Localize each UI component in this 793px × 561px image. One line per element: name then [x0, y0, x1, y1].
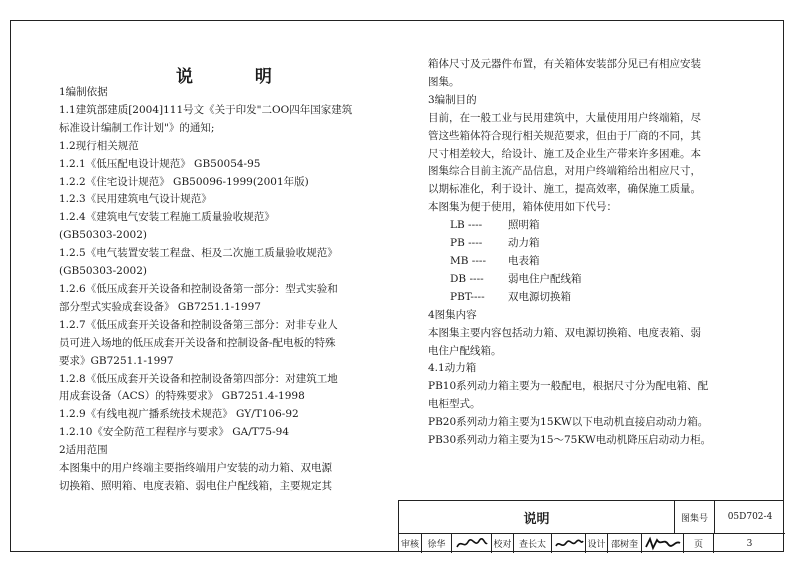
- signature-mark: [455, 537, 489, 551]
- signature-mark: [644, 536, 682, 551]
- box-type-name: 电表箱: [508, 254, 540, 267]
- box-type-name: 动力箱: [508, 237, 540, 250]
- text-line: 1.2.10《安全防范工程程序与要求》 GA/T75-94: [59, 426, 290, 439]
- text-line: 1.2现行相关规范: [59, 139, 139, 152]
- text-line: 1.2.4《建筑电气安装工程施工质量验收规范》: [59, 211, 275, 224]
- checker-signature: [551, 534, 585, 553]
- check-label: 校对: [491, 534, 513, 553]
- text-line: 标准设计编制工作计划"》的通知;: [59, 121, 215, 134]
- box-code-item: [428, 235, 778, 253]
- box-code-item: [428, 253, 778, 271]
- page-title: 说 明: [176, 67, 300, 87]
- text-line: 管这些箱体符合现行相关规范要求，但由于厂商的不同，其: [428, 129, 701, 142]
- page-label: 页: [683, 534, 713, 553]
- text-line: 电住户配线箱。: [428, 344, 502, 357]
- text-line: 箱体尺寸及元器件布置，有关箱体安装部分见已有相应安装: [428, 58, 701, 70]
- text-line: 1.1建筑部建质[2004]111号文《关于印发"二OO四年国家建筑: [59, 103, 353, 116]
- text-line: 员可进入场地的低压成套开关设备和控制设备-配电板的特殊: [59, 336, 336, 349]
- text-line: 本图集中的用户终端主要指终端用户安装的动力箱、双电源: [59, 462, 332, 475]
- text-line: 2适用范围: [59, 444, 108, 457]
- box-code: DB ----: [450, 272, 484, 285]
- text-line: PB10系列动力箱主要为一般配电，根据尺寸分为配电箱、配: [428, 380, 709, 393]
- text-line: 目前，在一般工业与民用建筑中，大量使用用户终端箱，尽: [428, 111, 701, 124]
- text-line: 1.2.8《低压成套开关设备和控制设备第四部分：对建筑工地: [59, 372, 338, 385]
- atlas-number-label: 图集号: [674, 501, 714, 533]
- text-line: PB30系列动力箱主要为15～75KW电动机降压启动动力柜。: [428, 434, 712, 447]
- text-line: 切换箱、照明箱、电度表箱、弱电住户配线箱，主要规定其: [59, 479, 332, 492]
- right-column-bottom-text: [428, 307, 778, 450]
- text-line: 部分型式实验成套设备》 GB7251.1-1997: [59, 300, 261, 313]
- review-label: 审核: [400, 540, 419, 550]
- reviewer-signature: [451, 534, 491, 553]
- text-line: 1.2.3《民用建筑电气设计规范》: [59, 193, 212, 206]
- text-line: 图集。: [428, 75, 460, 88]
- text-line: PB20系列动力箱主要为15KW以下电动机直接启动动力箱。: [428, 416, 709, 429]
- text-line: 图集综合目前主流产品信息，对用户终端箱给出相应尺寸，: [428, 165, 701, 178]
- page-number: 3: [713, 534, 785, 553]
- box-type-name: 双电源切换箱: [508, 290, 571, 303]
- text-line: 以期标准化，利于设计、施工，提高效率，确保施工质量。: [428, 183, 701, 196]
- text-line: 3编制目的: [428, 93, 477, 106]
- text-line: 要求》GB7251.1-1997: [59, 354, 174, 367]
- text-line: 1.2.9《有线电视广播系统技术规范》 GY/T106-92: [59, 408, 299, 421]
- designer-name: 邵树奎: [607, 534, 641, 553]
- text-line: 1编制依据: [59, 86, 108, 98]
- text-line: 用成套设备（ACS）的特殊要求》 GB7251.4-1998: [59, 390, 305, 403]
- right-column: [428, 56, 778, 450]
- box-type-name: 弱电住户配线箱: [508, 272, 582, 285]
- signature-mark: [554, 537, 584, 551]
- box-code-item: [428, 289, 778, 307]
- box-code-item: [428, 217, 778, 235]
- designer-signature: [641, 534, 683, 553]
- right-column-top-text: [428, 56, 778, 217]
- left-column: [59, 84, 404, 496]
- text-line: 尺寸相差较大，给设计、施工及企业生产带来许多困难。本: [428, 147, 701, 160]
- text-line: 电柜型式。: [428, 398, 481, 411]
- reviewer-name: 徐华: [421, 534, 451, 553]
- box-code: PBT----: [450, 290, 485, 303]
- text-line: 本图集为便于使用，箱体使用如下代号：: [428, 201, 617, 214]
- text-line: (GB50303-2002): [59, 229, 147, 242]
- box-code: LB ----: [450, 219, 483, 232]
- box-type-name: 照明箱: [508, 219, 540, 232]
- text-line: 1.2.7《低压成套开关设备和控制设备第三部分：对非专业人: [59, 318, 338, 331]
- text-line: (GB50303-2002): [59, 265, 147, 278]
- title-block-top-row: [399, 501, 785, 534]
- text-line: 本图集主要内容包括动力箱、双电源切换箱、电度表箱、弱: [428, 326, 701, 339]
- title-block-bottom-row: [399, 534, 785, 553]
- atlas-number: 05D702-4: [714, 501, 785, 533]
- design-label: 设计: [585, 534, 607, 553]
- box-code: MB ----: [450, 254, 486, 267]
- text-line: 1.2.5《电气装置安装工程盘、柜及二次施工质量验收规范》: [59, 247, 338, 260]
- text-line: 4.1动力箱: [428, 362, 477, 375]
- text-line: 1.2.2《住宅设计规范》 GB50096-1999(2001年版): [59, 175, 309, 188]
- box-code-list: [428, 217, 778, 307]
- title-block: [398, 500, 784, 552]
- checker-name: 查长太: [513, 534, 551, 553]
- box-code: PB ----: [450, 237, 483, 250]
- text-line: 4图集内容: [428, 308, 477, 321]
- text-line: 1.2.6《低压成套开关设备和控制设备第一部分：型式实验和: [59, 282, 338, 295]
- text-line: 1.2.1《低压配电设计规范》 GB50054-95: [59, 157, 261, 170]
- title-block-title: 说明: [523, 511, 550, 527]
- box-code-item: [428, 271, 778, 289]
